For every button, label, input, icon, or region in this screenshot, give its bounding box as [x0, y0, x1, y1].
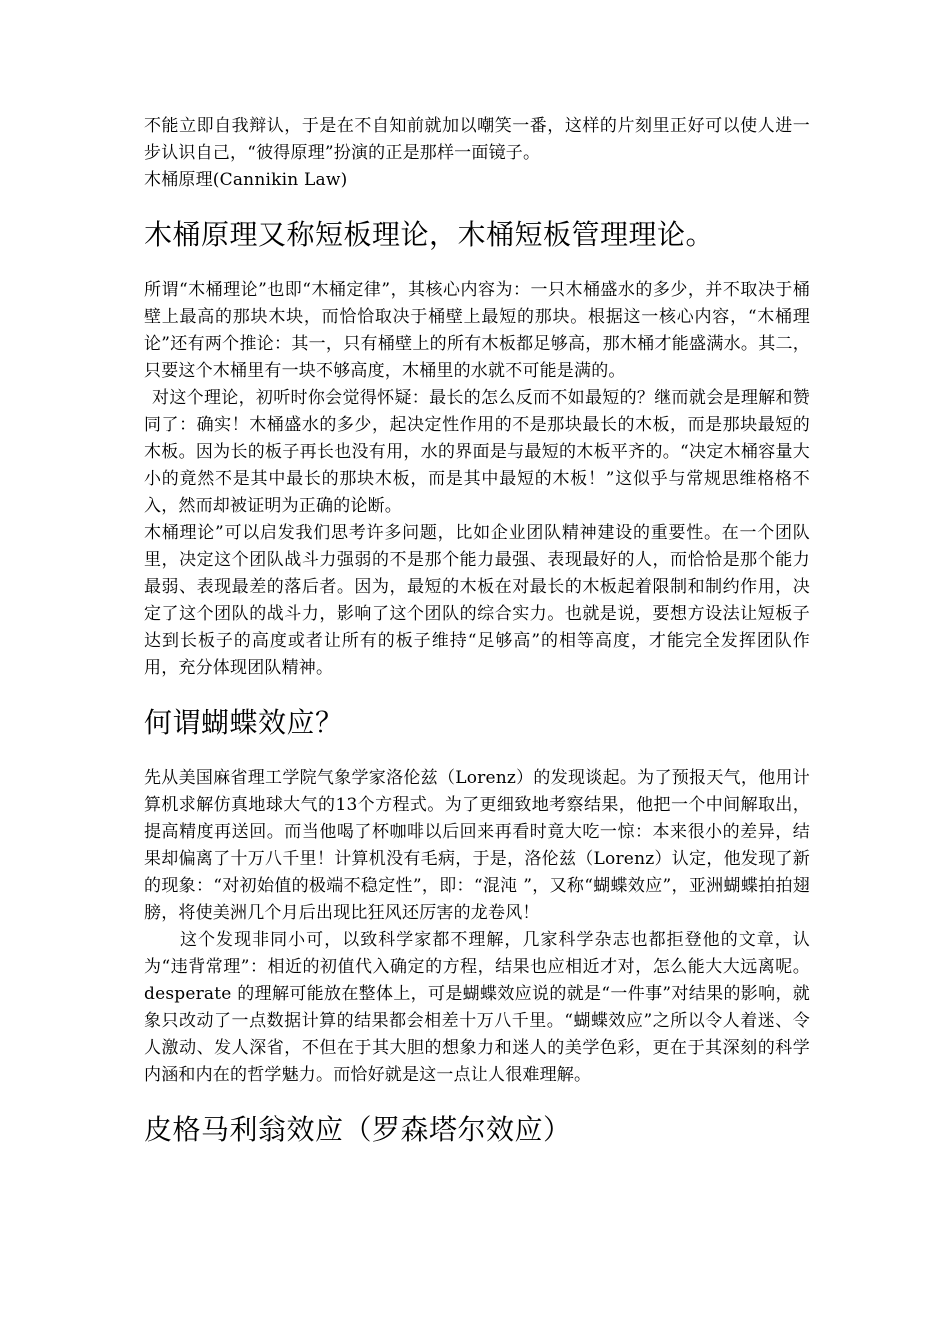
butterfly-paragraph-1: 先从美国麻省理工学院气象学家洛伦兹（Lorenz）的发现谈起。为了预报天气，他用计算机求解仿真地球大气的13个方程式。为了更细致地考察结果，他把一个中间解取出，提高精度再送回。而当他喝了杯咖啡以后回来再看时竟大吃一惊：本来很小的差异，结果却偏离了十万八千里！计算机没有毛病，于是，洛伦兹（Lorenz）认定，他发现了新的现象：“对初始值的极端不稳定性”，即：“混沌 ”，又称“蝴蝶效应”，亚洲蝴蝶拍拍翅膀，将使美洲几个月后出现比狂风还厉害的龙卷风！ — [144, 768, 810, 923]
document-page — [144, 113, 810, 1150]
barrel-paragraph-3: 木桶理论”可以启发我们思考许多问题，比如企业团队精神建设的重要性。在一个团队里，决定这个团队战斗力强弱的不是那个能力最强、表现最好的人，而恰恰是那个能力最弱、表现最差的落后者。因为，最短的木板在对最长的木板起着限制和制约作用，决定了这个团队的战斗力，影响了这个团队的综合实力。也就是说，要想方设法让短板子达到长板子的高度或者让所有的板子维持“足够高”的相等高度，才能完全发挥团队作用，充分体现团队精神。 — [144, 523, 810, 678]
intro-paragraph: 不能立即自我辩认，于是在不自知前就加以嘲笑一番，这样的片刻里正好可以使人进一步认识自己，“彼得原理”扮演的正是那样一面镜子。 — [144, 116, 810, 163]
heading-barrel-principle: 木桶原理又称短板理论，木桶短板管理理论。 — [144, 218, 715, 251]
heading-butterfly-effect: 何谓蝴蝶效应？ — [144, 706, 344, 739]
barrel-paragraph-2: 对这个理论，初听时你会觉得怀疑：最长的怎么反而不如最短的？继而就会是理解和赞同了：确实！木桶盛水的多少，起决定性作用的不是那块最长的木板，而是那块最短的木板。因为长的板子再长也没有用，水的界面是与最短的木板平齐的。“决定木桶容量大小的竟然不是其中最长的那块木板，而是其中最短的木板！”这似乎与常规思维格格不入，然而却被证明为正确的论断。 — [144, 388, 810, 516]
section-label-cannikin-law: 木桶原理(Cannikin Law) — [144, 170, 348, 190]
barrel-paragraph-1: 所谓“木桶理论”也即“木桶定律”，其核心内容为：一只木桶盛水的多少，并不取决于桶壁上最高的那块木块，而恰恰取决于桶壁上最短的那块。根据这一核心内容，“木桶理论”还有两个推论：其一，只有桶壁上的所有木板都足够高，那木桶才能盛满水。其二，只要这个木桶里有一块不够高度，木桶里的水就不可能是满的。 — [144, 280, 810, 381]
butterfly-paragraph-2: 这个发现非同小可，以致科学家都不理解，几家科学杂志也都拒登他的文章，认为“违背常理”：相近的初值代入确定的方程，结果也应相近才对，怎么能大大远离呢。desperate 的理解可能放在整体上，可是蝴蝶效应说的就是“一件事”对结果的影响，就象只改动了一点数据计算的结果都会相差十万八千里。“蝴蝶效应”之所以令人着迷、令人激动、发人深省，不但在于其大胆的想象力和迷人的美学色彩，更在于其深刻的科学内涵和内在的哲学魅力。而恰好就是这一点让人很难理解。 — [144, 930, 810, 1085]
heading-pygmalion-effect: 皮格马利翁效应（罗森塔尔效应） — [144, 1113, 572, 1146]
